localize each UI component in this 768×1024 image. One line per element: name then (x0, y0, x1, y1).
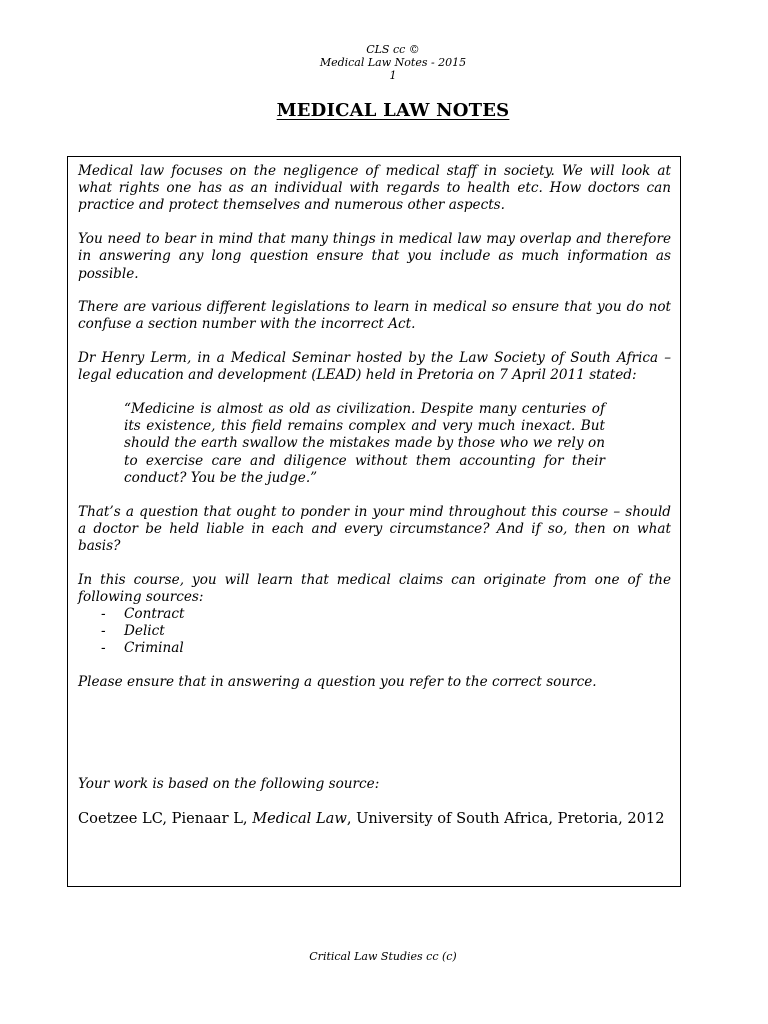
source-delict: Delict (124, 623, 165, 640)
list-item: - Delict (101, 623, 165, 640)
source-criminal: Criminal (124, 640, 184, 657)
block-quote: “Medicine is almost as old as civilization. Despite many centuries of its existence, this field remains complex and very much inexact. But should the earth swallow the mistakes made by those who we rely on to exercise care and diligence without them accounting for their conduct? You be the judge.” (124, 401, 605, 486)
header-doc-name: Medical Law Notes - 2015 (319, 56, 467, 69)
intro-paragraph: Medical law focuses on the negligence of medical staff in society. We will look at what rights one has as an individual with regards to health etc. How doctors can practice and protect themselves and numerous other aspects. (78, 163, 671, 214)
overlap-paragraph: You need to bear in mind that many things in medical law may overlap and therefore in answering any long question ensure that you include as much information as possible. (78, 231, 671, 282)
page-footer: Critical Law Studies cc (c) (309, 950, 457, 963)
citation-authors: Coetzee LC, Pienaar L, (78, 809, 253, 827)
sources-list (78, 606, 671, 658)
page-title: MEDICAL LAW NOTES (276, 100, 510, 121)
list-item: - Contract (101, 606, 185, 623)
spacer (78, 708, 671, 776)
sources-intro: In this course, you will learn that medical claims can originate from one of the following sources: (78, 571, 671, 605)
seminar-paragraph: Dr Henry Lerm, in a Medical Seminar hosted by the Law Society of South Africa – legal education and development (LEAD) held in Pretoria on 7 April 2011 stated: (78, 350, 671, 384)
source-contract: Contract (124, 606, 185, 623)
content-box (67, 156, 681, 887)
header-copyright: CLS cc © (366, 43, 420, 56)
page-header (0, 43, 768, 82)
citation (78, 810, 671, 827)
list-item: - Criminal (101, 640, 184, 657)
citation-book-title: Medical Law (252, 809, 347, 827)
header-page-number: 1 (389, 69, 397, 82)
citation-publisher: , University of South Africa, Pretoria, 2012 (346, 809, 665, 827)
reminder-paragraph: Please ensure that in answering a question you refer to the correct source. (78, 674, 597, 691)
source-intro: Your work is based on the following source: (78, 775, 380, 792)
legislation-paragraph: There are various different legislations to learn in medical so ensure that you do not confuse a section number with the incorrect Act. (78, 299, 671, 333)
question-paragraph: That’s a question that ought to ponder in your mind throughout this course – should a doctor be held liable in each and every circumstance? And if so, then on what basis? (78, 503, 671, 554)
